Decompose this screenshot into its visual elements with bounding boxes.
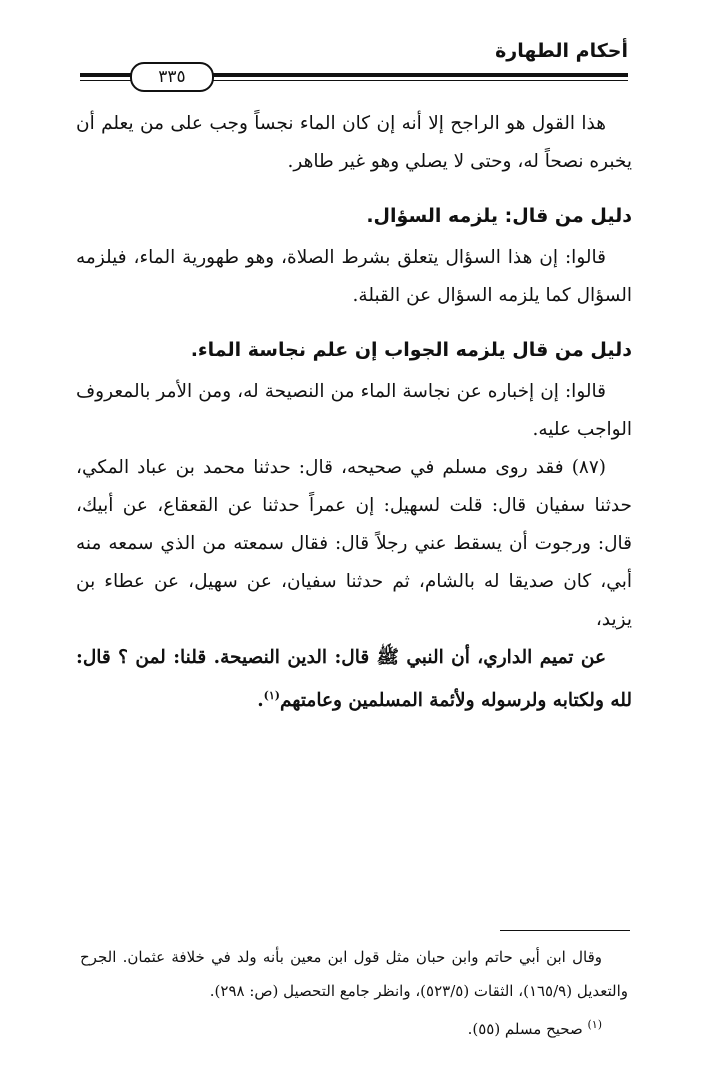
footnote-1 — [80, 1008, 628, 1046]
paragraph-question: قالوا: إن هذا السؤال يتعلق بشرط الصلاة، وهو طهورية الماء، فيلزمه السؤال كما يلزمه السؤال عن القبلة. — [76, 247, 632, 306]
paragraph-intro — [76, 105, 632, 181]
footnote-line1: وقال ابن أبي حاتم وابن حبان مثل قول ابن معين بأنه ولد في خلافة عثمان. الجرح — [80, 948, 602, 966]
end-period: . — [257, 690, 264, 712]
paragraph-answer: قالوا: إن إخباره عن نجاسة الماء من النصيحة له، ومن الأمر بالمعروف الواجب عليه. — [76, 381, 632, 440]
footnote-marker: (١) — [263, 689, 280, 702]
hadith-matn-line2: لله ولكتابه ولرسوله ولأئمة المسلمين وعامتهم — [280, 690, 632, 712]
hadith-matn-line1: عن تميم الداري، أن النبي ﷺ قال: الدين النصيحة. قلنا: لمن ؟ قال: — [76, 647, 606, 668]
book-title: أحكام الطهارة — [495, 40, 628, 62]
hadith-paragraph — [76, 449, 632, 639]
page-number: ٣٣٥ — [130, 62, 214, 92]
hadith-matn — [76, 639, 632, 720]
footnote-1-text: صحيح مسلم (٥٥). — [467, 1020, 583, 1038]
section-heading-answer: دليل من قال يلزمه الجواب إن علم نجاسة الماء. — [190, 339, 632, 361]
main-text — [76, 105, 632, 720]
section-heading-question: دليل من قال: يلزمه السؤال. — [366, 205, 632, 227]
footnote-divider — [500, 930, 630, 931]
footnote-continued — [80, 940, 628, 1008]
hadith-text: فقد روى مسلم في صحيحه، قال: حدثنا محمد بن عباد المكي، حدثنا سفيان قال: قلت لسهيل: إن عمراً حدثنا عن القعقاع، عن أبيك، قال: ورجوت أن يسقط عني رجلاً قال: فقال سمعته من الذي سمعه منه أبي، كان صديقا له بالشام، ثم حدثنا سفيان، عن سهيل، عن عطاء بن يزيد، — [76, 457, 632, 630]
hadith-number: (٨٧) — [571, 457, 606, 478]
page-header — [80, 40, 628, 100]
footnote-line2: والتعديل (١٦٥/٩)، الثقات (٥٢٣/٥)، وانظر جامع التحصيل (ص: ٢٩٨). — [209, 982, 628, 1000]
paragraph-intro-line2: يخبره نصحاً له، وحتى لا يصلي وهو غير طاهر. — [287, 151, 632, 172]
paragraph-intro-line1: هذا القول هو الراجح إلا أنه إن كان الماء نجساً وجب على من يعلم أن — [76, 113, 606, 134]
footnotes — [80, 940, 628, 1046]
footnote-1-marker: (١) — [587, 1018, 602, 1031]
